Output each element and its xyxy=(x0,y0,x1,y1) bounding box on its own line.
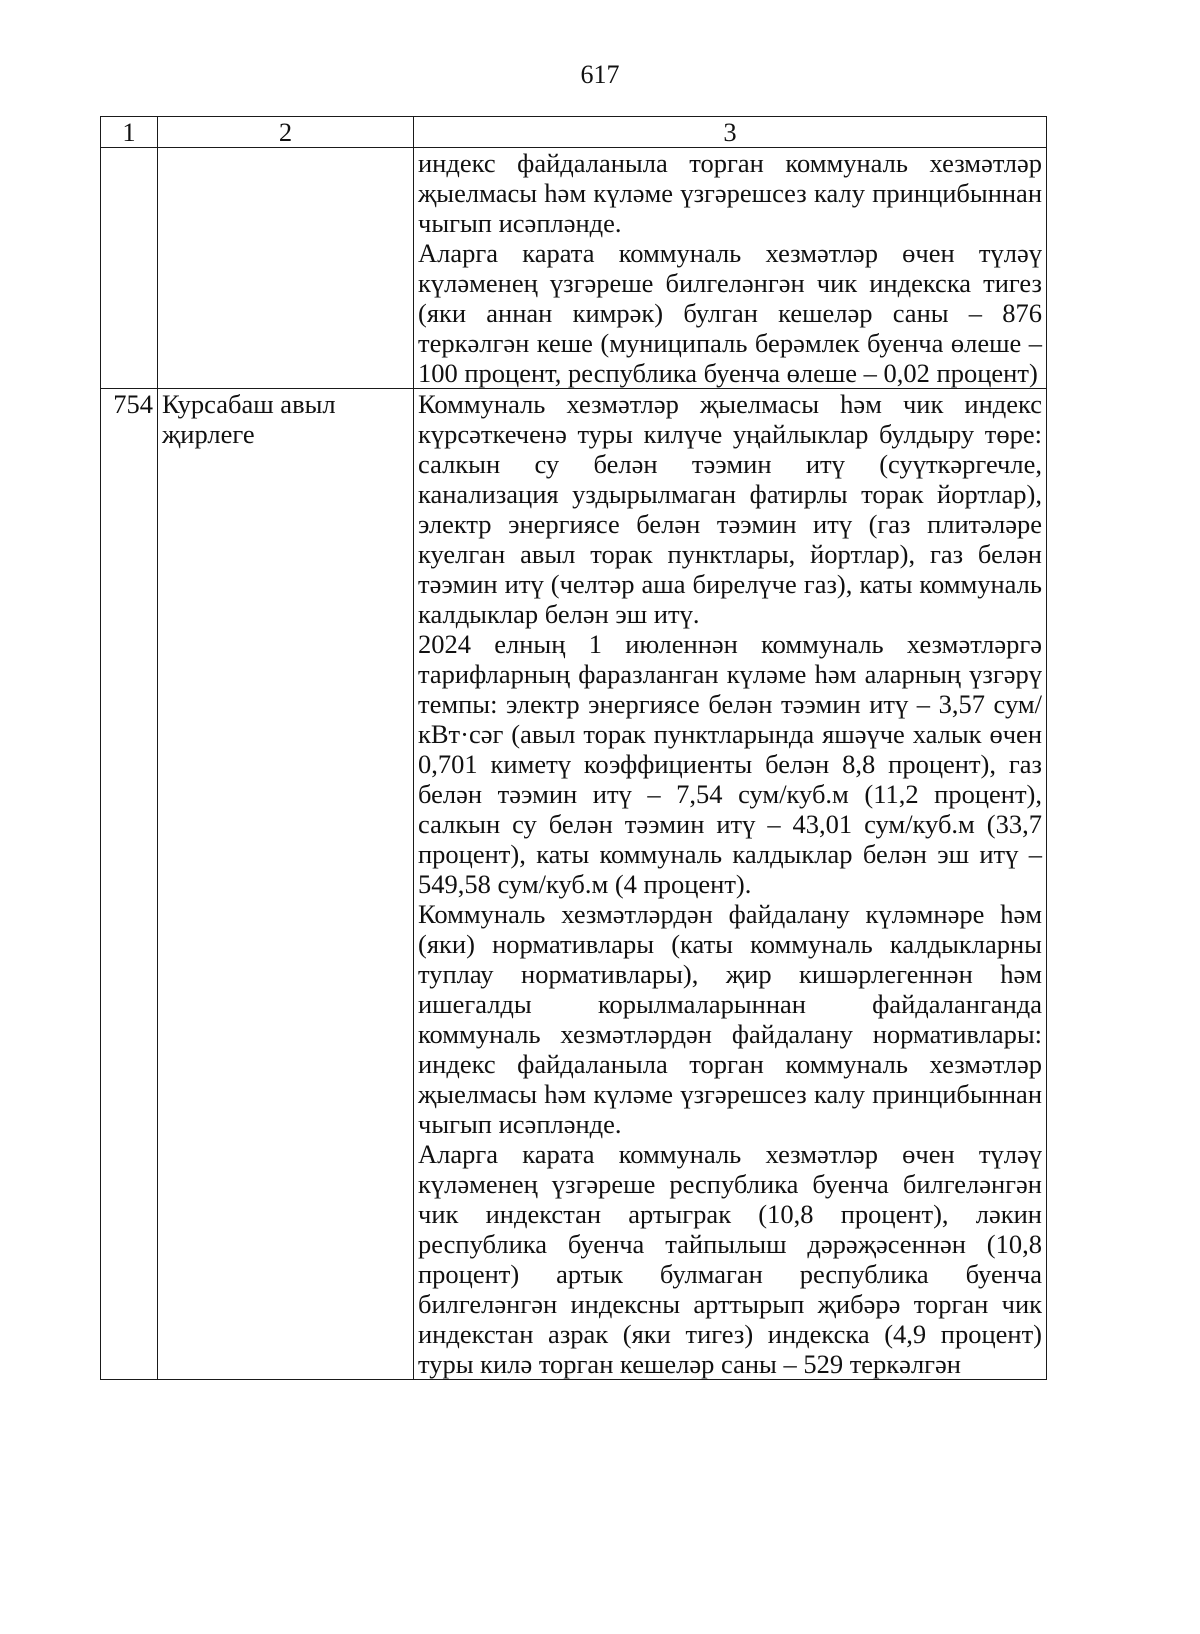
row-text xyxy=(414,148,1047,389)
row-number xyxy=(101,148,158,389)
table-header-row xyxy=(101,117,1047,148)
table-row xyxy=(101,389,1047,1380)
column-header-1: 1 xyxy=(101,117,158,148)
text-paragraph: 2024 елның 1 июленнән коммуналь хезмәтләргә тарифларның фаразланган күләме һәм аларның үзгәрү темпы: электр энергиясе белән тәэмин итү – 3,57 сум/кВт·сәг (авыл торак пунктларында яшәүче халык өчен 0,701 киметү коэффициенты белән 8,8 процент), газ белән тәэмин итү – 7,54 сум/куб.м (11,2 процент), салкын су белән тәэмин итү – 43,01 сум/куб.м (33,7 процент), каты коммуналь калдыклар белән эш итү – 549,58 сум/куб.м (4 процент). xyxy=(418,629,1042,899)
row-number: 754 xyxy=(101,389,158,1380)
row-name: Курсабаш авыл җирлеге xyxy=(158,389,414,1380)
column-header-3: 3 xyxy=(414,117,1047,148)
text-paragraph: Коммуналь хезмәтләр җыелмасы һәм чик индекс күрсәткеченә туры килүче уңайлыклар булдыру төре: салкын су белән тәэмин итү (суүткәргечле, канализация уздырылмаган фатирлы торак йортлар), электр энергиясе белән тәэмин итү (газ плитәләре куелган авыл торак пунктлары, йортлар), газ белән тәэмин итү (челтәр аша бирелүче газ), каты коммуналь калдыклар белән эш итү. xyxy=(418,389,1042,629)
column-header-2: 2 xyxy=(158,117,414,148)
text-paragraph: Коммуналь хезмәтләрдән файдалану күләмнәре һәм (яки) нормативлары (каты коммуналь калдыкларны туплау нормативлары), җир кишәрлегеннән һәм ишегалды корылмаларыннан файдаланганда коммуналь хезмәтләрдән файдалану нормативлары: индекс файдаланыла торган коммуналь хезмәтләр җыелмасы һәм күләме үзгәрешсез калу принцибыннан чыгып исәпләнде. xyxy=(418,899,1042,1139)
data-table xyxy=(100,116,1047,1380)
text-paragraph: Аларга карата коммуналь хезмәтләр өчен түләү күләменең үзгәреше республика буенча билгеләнгән чик индекстан артыграк (10,8 процент), ләкин республика буенча тайпылыш дәрәҗәсеннән (10,8 процент) артык булмаган республика буенча билгеләнгән индексны арттырып җибәрә торган чик индекстан азрак (яки тигез) индекска (4,9 процент) туры килә торган кешеләр саны – 529 теркәлгән xyxy=(418,1139,1042,1379)
text-paragraph: индекс файдаланыла торган коммуналь хезмәтләр җыелмасы һәм күләме үзгәрешсез калу принцибыннан чыгып исәпләнде. xyxy=(418,148,1042,238)
table-row xyxy=(101,148,1047,389)
row-name xyxy=(158,148,414,389)
page-number: 617 xyxy=(580,60,620,89)
text-paragraph: Аларга карата коммуналь хезмәтләр өчен түләү күләменең үзгәреше билгеләнгән чик индекска тигез (яки аннан кимрәк) булган кешеләр саны – 876 теркәлгән кеше (муниципаль берәмлек буенча өлеше – 100 процент, республика буенча өлеше – 0,02 процент) xyxy=(418,238,1042,388)
row-text xyxy=(414,389,1047,1380)
